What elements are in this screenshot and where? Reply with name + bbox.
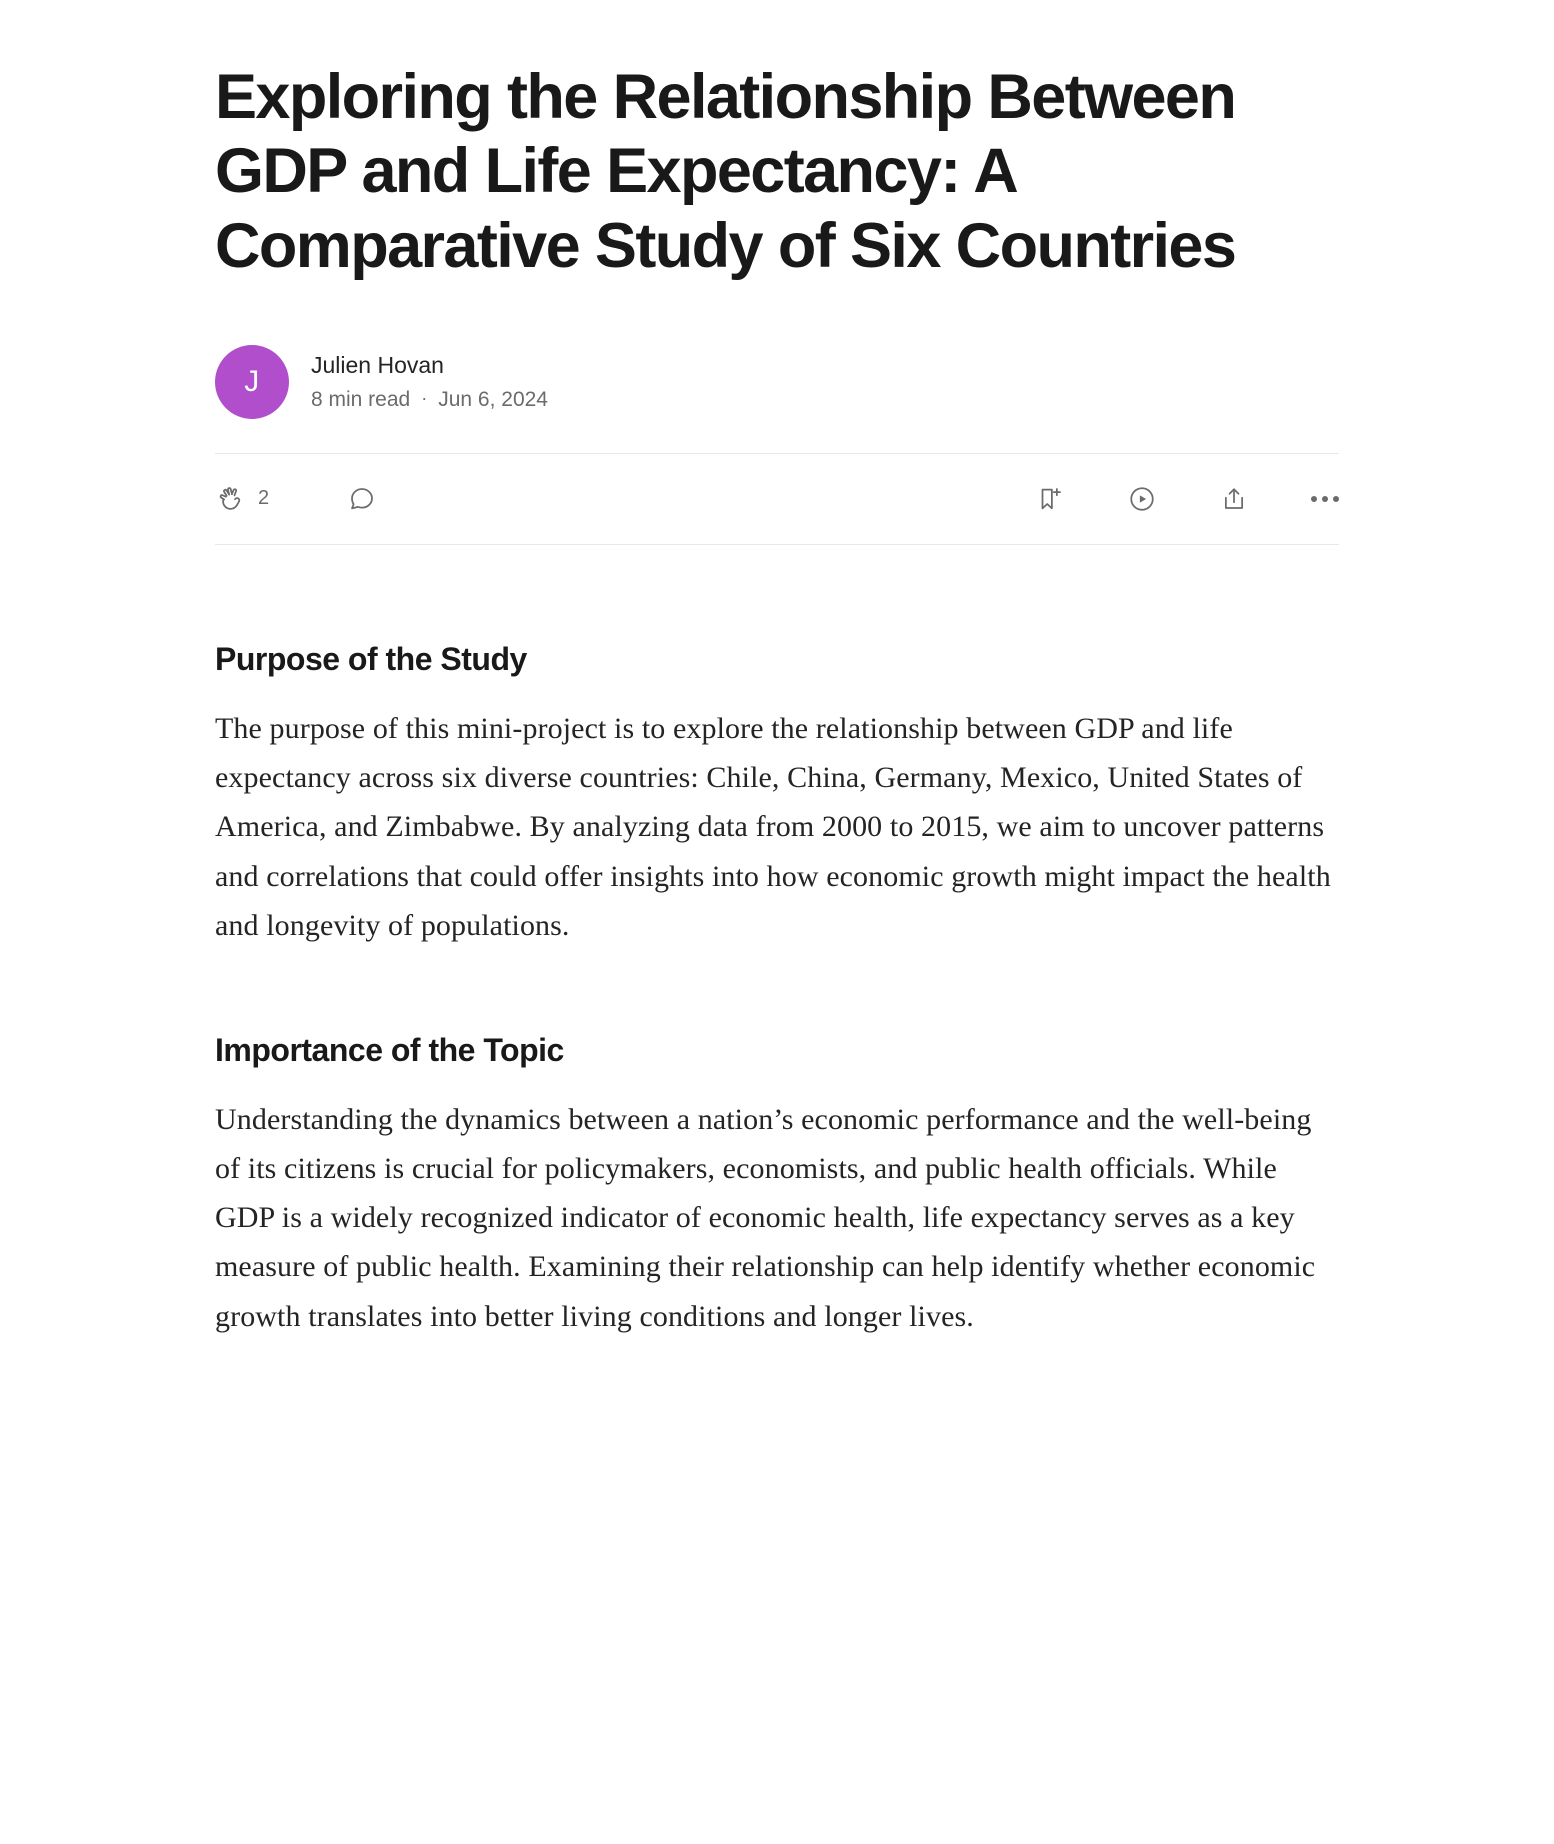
avatar[interactable]: J xyxy=(215,345,289,419)
read-time: 8 min read xyxy=(311,387,411,411)
byline-text xyxy=(311,352,548,412)
meta-separator: · xyxy=(421,388,428,409)
comment-icon xyxy=(347,484,377,514)
section-importance-of-the-topic xyxy=(215,1032,1339,1341)
page-title: Exploring the Relationship Between GDP and Life Expectancy: A Comparative Study of Six Countries xyxy=(215,62,1236,281)
clap-button[interactable] xyxy=(215,484,269,514)
author-name[interactable]: Julien Hovan xyxy=(311,352,444,379)
more-horizontal-icon-dot-2 xyxy=(1322,496,1328,502)
clap-count: 2 xyxy=(258,487,270,510)
more-horizontal-icon-dot-3 xyxy=(1333,496,1339,502)
bookmark-button[interactable] xyxy=(1035,484,1065,514)
section-paragraph: Understanding the dynamics between a nation’s economic performance and the well-being of its citizens is crucial for policymakers, economists, and public health officials. While GDP is a widely recognized indicator of economic health, life expectancy serves as a key measure of public health. Examining their relationship can help identify whether economic growth translates into better living conditions and longer lives. xyxy=(215,1102,1316,1333)
comment-button[interactable] xyxy=(347,484,377,514)
publish-date: Jun 6, 2024 xyxy=(438,387,548,411)
listen-button[interactable] xyxy=(1127,484,1157,514)
section-purpose-of-the-study xyxy=(215,641,1339,950)
action-bar-right xyxy=(1035,484,1339,514)
action-bar-left xyxy=(215,484,377,514)
share-button[interactable] xyxy=(1219,484,1249,514)
article-meta xyxy=(311,387,548,412)
more-horizontal-icon-dot-1 xyxy=(1311,496,1317,502)
section-paragraph: The purpose of this mini-project is to explore the relationship between GDP and life expectancy across six diverse countries: Chile, China, Germany, Mexico, United States of America, and Zimbabwe. By analyzing data from 2000 to 2015, we aim to uncover patterns and correlations that could offer insights into how economic growth might impact the health and longevity of populations. xyxy=(215,711,1331,942)
bookmark-add-icon xyxy=(1035,484,1065,514)
section-heading: Importance of the Topic xyxy=(215,1031,564,1068)
share-icon xyxy=(1219,484,1249,514)
play-circle-icon xyxy=(1127,484,1157,514)
action-bar xyxy=(215,453,1339,545)
clap-icon xyxy=(215,484,245,514)
more-options-button[interactable] xyxy=(1311,496,1339,502)
article-container xyxy=(107,0,1447,1381)
byline xyxy=(215,345,1339,419)
section-heading: Purpose of the Study xyxy=(215,640,527,677)
